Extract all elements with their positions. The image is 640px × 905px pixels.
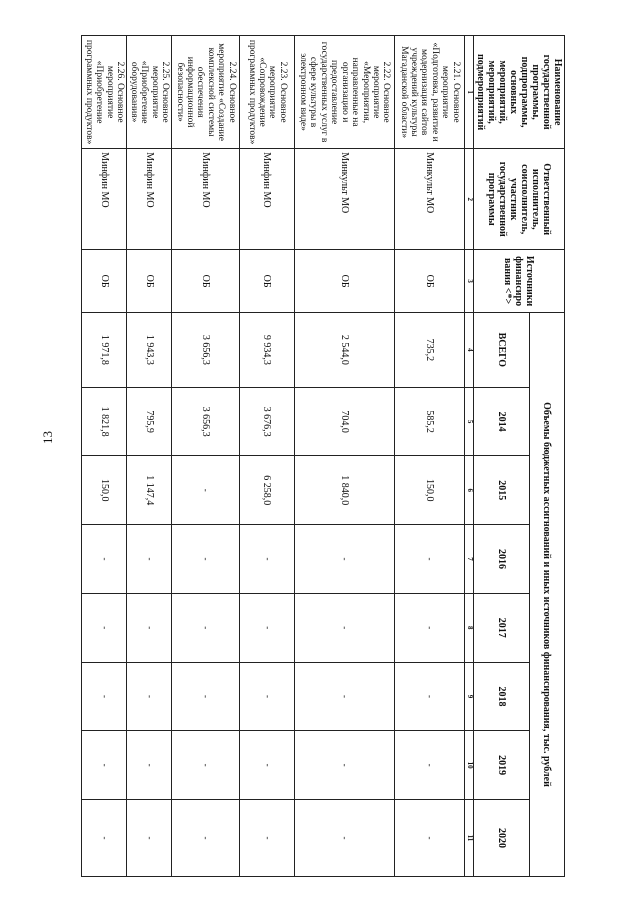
row-name: 2.23. Основное мероприятие «Сопровождение программных продуктов»	[240, 36, 295, 149]
row-source: ОБ	[295, 250, 395, 313]
row-year-value: -	[295, 662, 395, 731]
row-year-value: -	[172, 731, 240, 800]
row-year-value: -	[395, 800, 465, 877]
row-name: 2.26. Основное мероприятие «Приобретение программных продуктов»	[82, 36, 127, 149]
funding-table	[82, 35, 566, 877]
row-total-value: 2 544,0	[295, 312, 395, 387]
row-executor: Минфин МО	[82, 149, 127, 250]
row-year-value: 1 840,0	[295, 456, 395, 525]
row-year-value: 3 656,3	[172, 387, 240, 456]
row-year-value: -	[172, 456, 240, 525]
row-year-value: -	[127, 731, 172, 800]
row-total-value: 735,2	[395, 312, 465, 387]
row-year-value: -	[127, 800, 172, 877]
row-year-value: 795,9	[127, 387, 172, 456]
row-year-value: 1 821,8	[82, 387, 127, 456]
header-funding-title: Объемы бюджетных ассигнований и иных источников финансирования, тыс. рублей	[530, 312, 565, 876]
column-number: 9	[465, 662, 474, 731]
column-number: 3	[465, 250, 474, 313]
column-number: 8	[465, 593, 474, 662]
row-executor: Минфин МО	[240, 149, 295, 250]
header-source: Источники финансиро вания <*>	[474, 250, 565, 313]
row-year-value: -	[240, 731, 295, 800]
column-number: 2	[465, 149, 474, 250]
row-year-value: -	[295, 800, 395, 877]
row-source: ОБ	[127, 250, 172, 313]
row-name: 2.22. Основное мероприятие «Мероприятия, направленные на организацию и предоставление государственных услуг в сфере культуры в электронном виде»	[295, 36, 395, 149]
page-number: 13	[40, 431, 55, 444]
row-year-value: -	[395, 525, 465, 594]
row-year-value: 6 258,0	[240, 456, 295, 525]
header-name: Наименование государственной программы, подпрограммы, основных мероприятий, мероприятий, подмероприятий	[474, 36, 565, 149]
row-year-value: -	[127, 525, 172, 594]
row-source: ОБ	[172, 250, 240, 313]
row-year-value: -	[127, 593, 172, 662]
table-row	[295, 36, 395, 877]
table-row	[82, 36, 127, 877]
column-number: 1	[465, 36, 474, 149]
row-year-value: -	[172, 662, 240, 731]
row-name: 2.24. Основное мероприятие «Создание комплексной системы обеспечения информационной безопасности»	[172, 36, 240, 149]
year-header: 2014	[474, 387, 530, 456]
year-header: ВСЕГО	[474, 312, 530, 387]
column-number: 6	[465, 456, 474, 525]
row-year-value: -	[127, 662, 172, 731]
year-header: 2018	[474, 662, 530, 731]
row-year-value: -	[82, 593, 127, 662]
row-year-value: -	[395, 662, 465, 731]
row-year-value: -	[395, 593, 465, 662]
row-name: 2.25. Основное мероприятие «Приобретение оборудования»	[127, 36, 172, 149]
row-total-value: 3 656,3	[172, 312, 240, 387]
row-source: ОБ	[240, 250, 295, 313]
row-year-value: 704,0	[295, 387, 395, 456]
column-number: 10	[465, 731, 474, 800]
row-year-value: -	[82, 800, 127, 877]
year-header: 2015	[474, 456, 530, 525]
table-row	[395, 36, 465, 877]
row-year-value: -	[82, 731, 127, 800]
table-row	[127, 36, 172, 877]
row-year-value: 150,0	[395, 456, 465, 525]
row-source: ОБ	[82, 250, 127, 313]
row-year-value: 150,0	[82, 456, 127, 525]
row-year-value: -	[240, 662, 295, 731]
row-year-value: -	[295, 593, 395, 662]
row-year-value: -	[295, 525, 395, 594]
row-year-value: -	[395, 731, 465, 800]
year-header: 2017	[474, 593, 530, 662]
row-year-value: -	[172, 593, 240, 662]
table-row	[172, 36, 240, 877]
table-row	[240, 36, 295, 877]
row-year-value: -	[295, 731, 395, 800]
row-executor: Минфин МО	[127, 149, 172, 250]
row-year-value: -	[82, 525, 127, 594]
column-number: 4	[465, 312, 474, 387]
table-body	[82, 36, 465, 877]
row-year-value: -	[172, 525, 240, 594]
year-header: 2019	[474, 731, 530, 800]
row-source: ОБ	[395, 250, 465, 313]
row-total-value: 1 971,8	[82, 312, 127, 387]
row-executor: Минкульт МО	[295, 149, 395, 250]
row-year-value: 3 676,3	[240, 387, 295, 456]
row-year-value: -	[240, 593, 295, 662]
row-year-value: 1 147,4	[127, 456, 172, 525]
row-executor: Минкульт МО	[395, 149, 465, 250]
row-year-value: -	[240, 800, 295, 877]
year-header: 2016	[474, 525, 530, 594]
row-total-value: 9 934,3	[240, 312, 295, 387]
header-executor: Ответственный исполнитель, соисполнитель, участник государственной программы	[474, 149, 565, 250]
row-year-value: 585,2	[395, 387, 465, 456]
row-year-value: -	[240, 525, 295, 594]
row-executor: Минфин МО	[172, 149, 240, 250]
row-name: 2.21. Основное мероприятие «Подготовка, развитие и модернизация сайтов учреждений культуры Магаданской области»	[395, 36, 465, 149]
column-number: 7	[465, 525, 474, 594]
row-year-value: -	[82, 662, 127, 731]
row-total-value: 1 943,3	[127, 312, 172, 387]
year-header: 2020	[474, 800, 530, 877]
column-number: 5	[465, 387, 474, 456]
row-year-value: -	[172, 800, 240, 877]
column-number: 11	[465, 800, 474, 877]
